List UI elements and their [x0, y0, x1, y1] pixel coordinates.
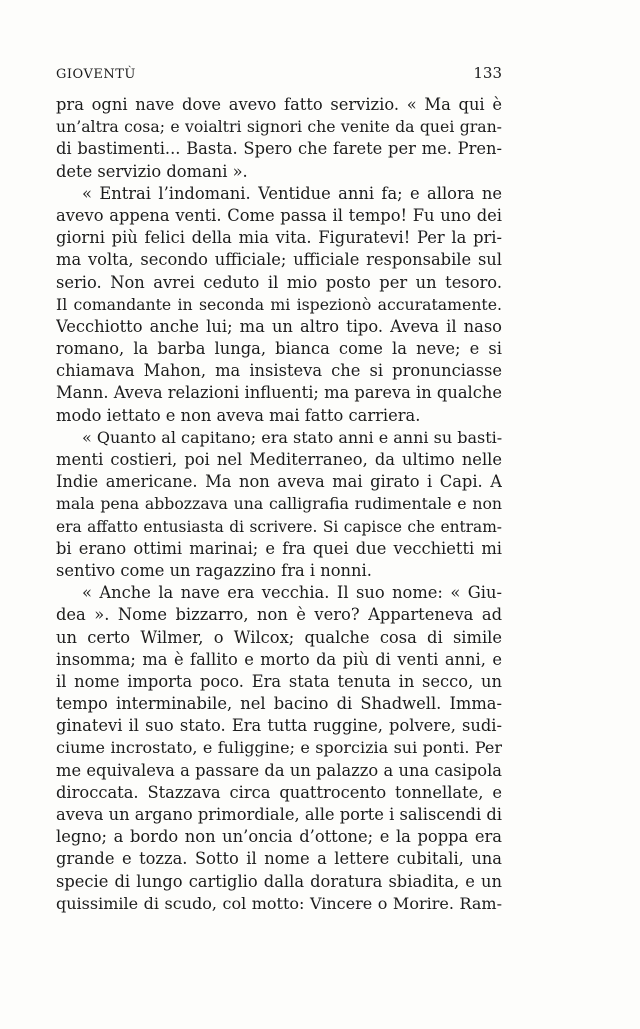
text-line: dea ». Nome bizzarro, non è vero? Apparteneva ad — [56, 605, 502, 625]
text-line: di bastimenti... Basta. Spero che farete per me. Pren- — [56, 139, 502, 159]
text-line: Indie americane. Ma non aveva mai girato i Capi. A — [56, 472, 502, 492]
text-line: ma volta, secondo ufficiale; ufficiale responsabile sul — [56, 250, 502, 270]
text-line: « Quanto al capitano; era stato anni e anni su basti- — [82, 427, 502, 447]
page-number: 133 — [473, 64, 502, 82]
text-line: grande e tozza. Sotto il nome a lettere cubitali, una — [56, 849, 502, 869]
text-line: ciume incrostato, e fuliggine; e sporcizia sui ponti. Per — [56, 738, 502, 758]
text-line: ginatevi il suo stato. Era tutta ruggine, polvere, sudi- — [56, 716, 502, 736]
paragraph — [56, 582, 502, 915]
text-line: serio. Non avrei ceduto il mio posto per un tesoro. — [56, 272, 502, 292]
text-line: un certo Wilmer, o Wilcox; qualche cosa di simile — [56, 627, 502, 647]
text-line: specie di lungo cartiglio dalla doratura sbiadita, e un — [56, 871, 502, 891]
text-line: aveva un argano primordiale, alle porte i saliscendi di — [56, 805, 502, 824]
text-line: bi erano ottimi marinai; e fra quei due vecchietti mi — [56, 538, 502, 558]
text-line: giorni più felici della mia vita. Figuratevi! Per la pri- — [56, 228, 502, 248]
text-line: « Entrai l’indomani. Ventidue anni fa; e allora ne — [82, 183, 502, 203]
text-line: chiamava Mahon, ma insisteva che si pronunciasse — [56, 361, 502, 381]
text-line: era affatto entusiasta di scrivere. Si capisce che entram- — [56, 517, 502, 536]
running-head: GIOVENTÙ — [56, 67, 136, 82]
text-line: romano, la barba lunga, bianca come la neve; e si — [56, 339, 502, 359]
text-line: tempo interminabile, nel bacino di Shadwell. Imma- — [56, 694, 502, 714]
page-header — [56, 64, 502, 88]
text-line: Mann. Aveva relazioni influenti; ma pareva in qualche — [56, 383, 502, 403]
paragraph — [56, 427, 502, 582]
text-line: legno; a bordo non un’oncia d’ottone; e la poppa era — [56, 827, 502, 847]
body-text — [56, 94, 502, 915]
text-line: Il comandante in seconda mi ispezionò accuratamente. — [56, 294, 502, 314]
text-line: menti costieri, poi nel Mediterraneo, da ultimo nelle — [56, 450, 502, 469]
text-line: sentivo come un ragazzino fra i nonni. — [56, 560, 372, 580]
text-line: diroccata. Stazzava circa quattrocento tonnellate, e — [56, 782, 502, 802]
text-line: il nome importa poco. Era stata tenuta in secco, un — [56, 671, 502, 691]
text-line: modo iettato e non aveva mai fatto carriera. — [56, 405, 421, 425]
text-line: me equivaleva a passare da un palazzo a una casipola — [56, 760, 502, 780]
paragraph — [56, 94, 502, 183]
paragraph — [56, 183, 502, 427]
text-line: insomma; ma è fallito e morto da più di venti anni, e — [56, 649, 502, 669]
text-line: mala pena abbozzava una calligrafia rudimentale e non — [56, 494, 502, 514]
text-line: Vecchiotto anche lui; ma un altro tipo. Aveva il naso — [56, 316, 502, 336]
text-line: « Anche la nave era vecchia. Il suo nome: « Giu- — [82, 583, 502, 603]
text-line: dete servizio domani ». — [56, 161, 248, 181]
text-line: pra ogni nave dove avevo fatto servizio. « Ma qui è — [56, 95, 502, 114]
text-line: avevo appena venti. Come passa il tempo! Fu uno dei — [56, 205, 502, 225]
text-line: un’altra cosa; e voialtri signori che venite da quei gran- — [56, 117, 502, 137]
text-line: quissimile di scudo, col motto: Vincere o Morire. Ram- — [56, 893, 502, 913]
